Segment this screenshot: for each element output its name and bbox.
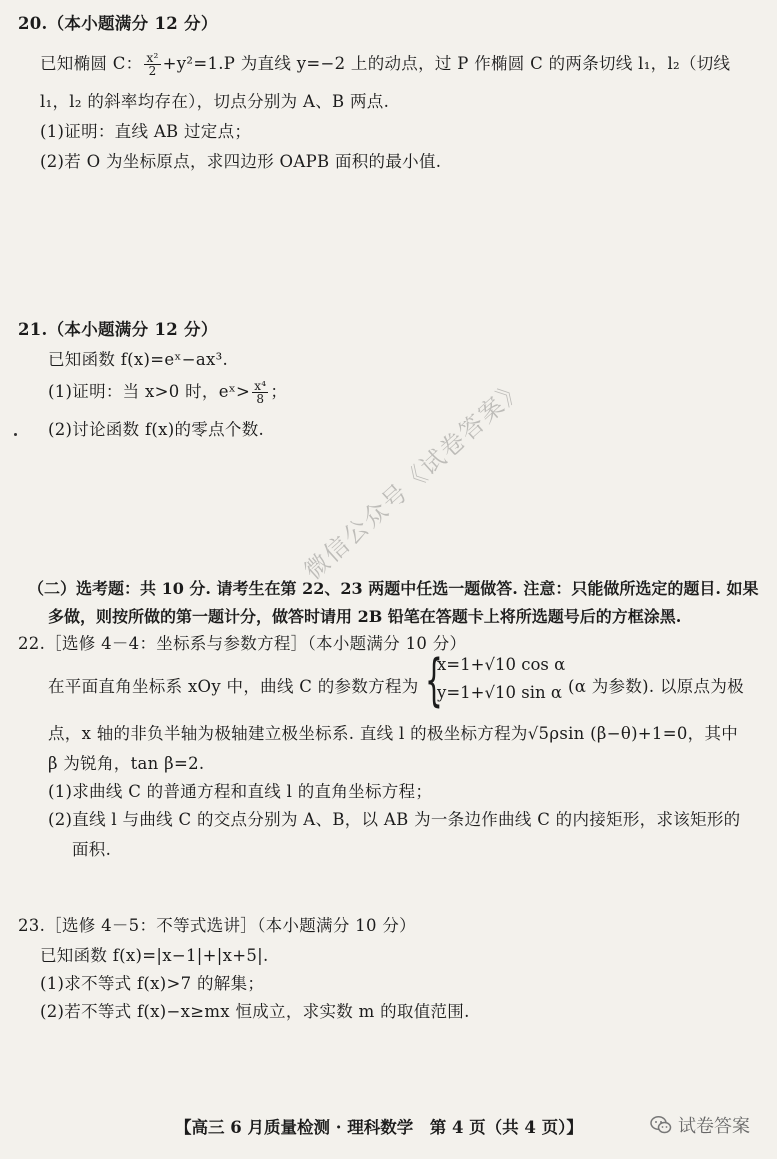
optional-intro-line1: （二）选考题：共 10 分. 请考生在第 22、23 两题中任选一题做答. 注意：只能做所选定的题目. 如果 <box>28 579 759 598</box>
q22-line1-suffix: (α 为参数). 以原点为极 <box>568 677 744 696</box>
q20-part2: (2)若 O 为坐标原点，求四边形 OAPB 面积的最小值. <box>40 152 442 171</box>
scan-speck <box>14 433 17 436</box>
q21-part1-suffix: ； <box>270 382 288 401</box>
q22-header: 22.［选修 4－4：坐标系与参数方程］（本小题满分 10 分） <box>18 634 467 653</box>
q20-frac-den: 2 <box>148 64 157 78</box>
watermark: 微信公众号《试卷答案》 <box>299 373 531 586</box>
logo-text: 试卷答案 <box>678 1116 750 1137</box>
q22-line3: β 为锐角，tan β=2. <box>48 754 205 773</box>
q22-eq-y: y=1+√10 sin α <box>437 683 562 702</box>
q21-frac-num: x⁴ <box>254 379 267 393</box>
wechat-logo <box>650 1112 750 1138</box>
q21-part1-prefix: (1)证明：当 x>0 时，eˣ> <box>48 382 251 401</box>
q22-eq-x: x=1+√10 cos α <box>437 655 566 674</box>
optional-intro-line2: 多做，则按所做的第一题计分，做答时请用 2B 铅笔在答题卡上将所选题号后的方框涂黑. <box>48 607 682 626</box>
q23-line1: 已知函数 f(x)=|x−1|+|x+5|. <box>40 946 269 965</box>
q20-header: 20.（本小题满分 12 分） <box>18 14 218 33</box>
q20-part1: (1)证明：直线 AB 过定点； <box>40 122 252 141</box>
left-brace: { <box>425 648 443 713</box>
q21-header: 21.（本小题满分 12 分） <box>18 320 218 339</box>
q22-part2-cont: 面积. <box>72 840 112 859</box>
q21-part1 <box>48 378 287 405</box>
q22-line1-prefix: 在平面直角坐标系 xOy 中，曲线 C 的参数方程为 <box>48 677 419 696</box>
q20-line2: l₁，l₂ 的斜率均存在），切点分别为 A、B 两点. <box>40 92 390 111</box>
q21-line1: 已知函数 f(x)=eˣ−ax³. <box>48 350 229 369</box>
q23-part1: (1)求不等式 f(x)>7 的解集； <box>40 974 265 993</box>
q20-fraction <box>144 52 160 77</box>
q20-line1-suffix: +y²=1.P 为直线 y=−2 上的动点，过 P 作椭圆 C 的两条切线 l₁，l₂（切线 <box>162 54 731 73</box>
q20-frac-num: x² <box>146 51 159 65</box>
q20-line1-prefix: 已知椭圆 C： <box>40 54 143 73</box>
q23-header: 23.［选修 4－5：不等式选讲］（本小题满分 10 分） <box>18 916 416 935</box>
q21-part2: (2)讨论函数 f(x)的零点个数. <box>48 420 265 439</box>
q22-line2: 点，x 轴的非负半轴为极轴建立极坐标系. 直线 l 的极坐标方程为√5ρsin (β−θ)+1=0，其中 <box>48 724 739 743</box>
q22-part1: (1)求曲线 C 的普通方程和直线 l 的直角坐标方程； <box>48 782 433 801</box>
q22-part2: (2)直线 l 与曲线 C 的交点分别为 A、B，以 AB 为一条边作曲线 C 的内接矩形，求该矩形的 <box>48 810 741 829</box>
q23-part2: (2)若不等式 f(x)−x≥mx 恒成立，求实数 m 的取值范围. <box>40 1002 470 1021</box>
wechat-icon <box>650 1115 672 1135</box>
q21-fraction <box>252 380 268 405</box>
page-footer: 【高三 6 月质量检测 · 理科数学 第 4 页（共 4 页）】 <box>175 1118 583 1137</box>
q21-frac-den: 8 <box>256 392 265 406</box>
q20-line1 <box>40 50 730 77</box>
